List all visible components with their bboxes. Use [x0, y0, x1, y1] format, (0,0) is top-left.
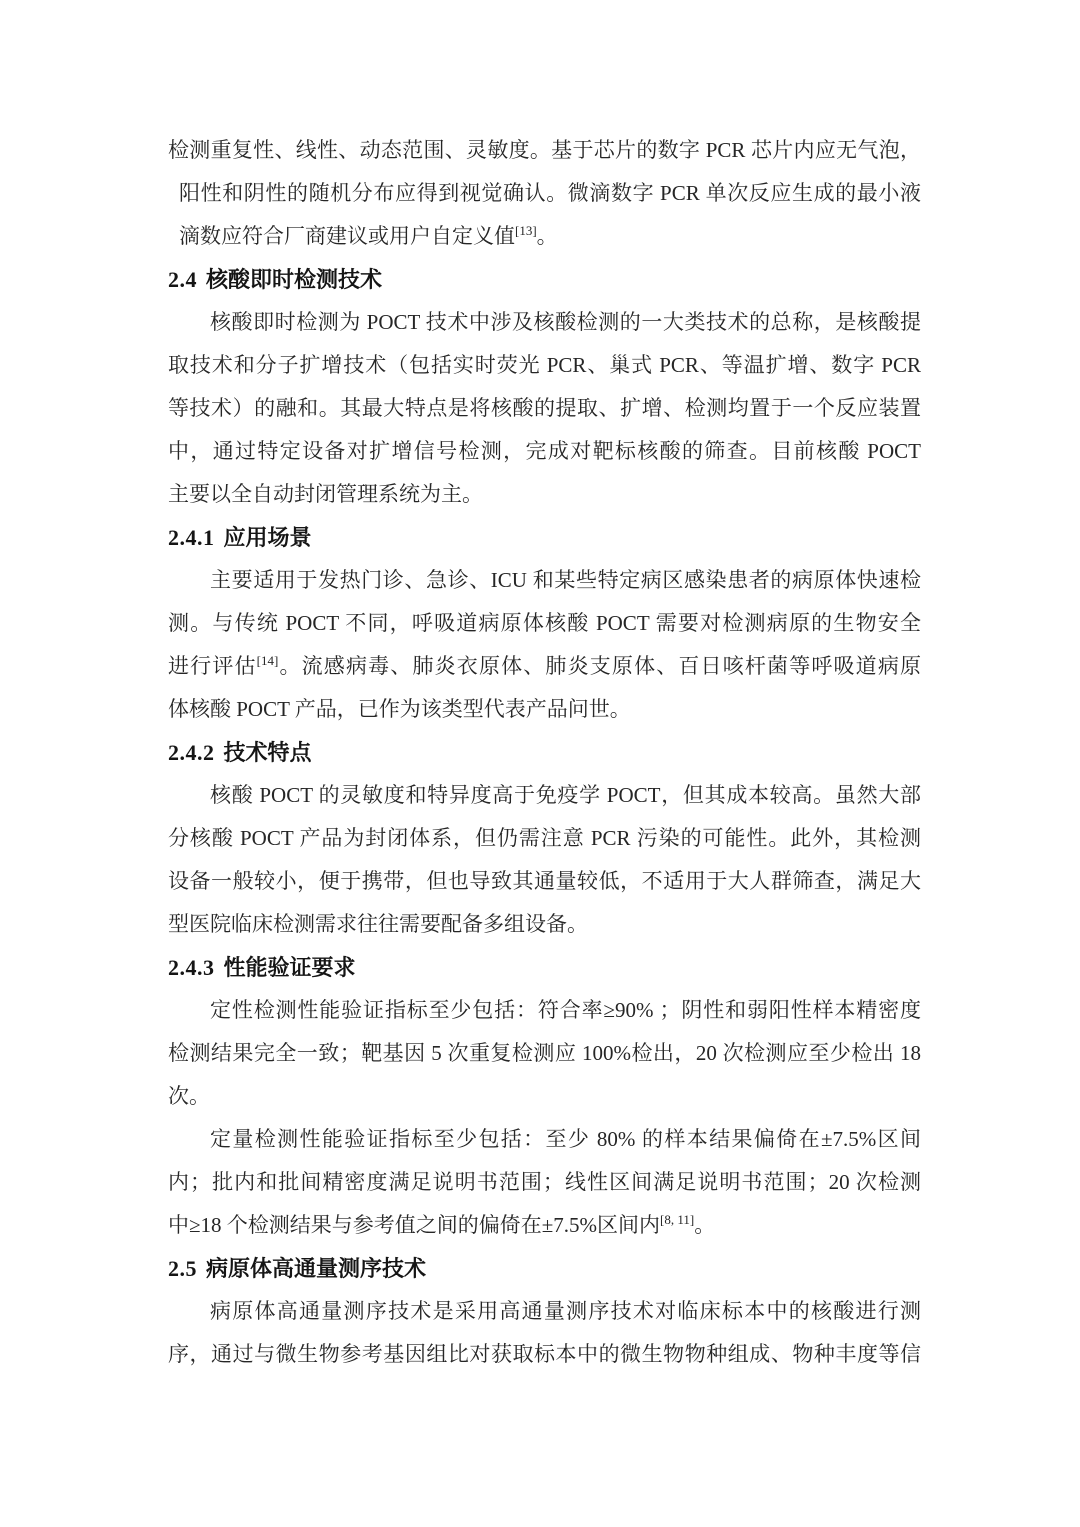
section-title: 核酸即时检测技术: [206, 267, 383, 292]
line-text: 。流感病毒、肺炎衣原体、肺炎支原体、百日咳杆菌等呼吸道病原: [278, 654, 921, 678]
line-text: 中≥18 个检测结果与参考值之间的偏倚在±7.5%区间内: [168, 1213, 661, 1237]
section-title: 应用场景: [223, 525, 312, 550]
section-title: 性能验证要求: [223, 955, 356, 980]
paragraph-line: [168, 1204, 921, 1247]
paragraph-line: 取技术和分子扩增技术（包括实时荧光 PCR、巢式 PCR、等温扩增、数字 PCR: [168, 353, 921, 377]
citation-reference: [8, 11]: [660, 1212, 695, 1227]
paragraph-line: 定量检测性能验证指标至少包括：至少 80% 的样本结果偏倚在±7.5%区间: [210, 1127, 921, 1151]
paragraph-line: 检测结果完全一致；靶基因 5 次重复检测应 100%检出，20 次检测应至少检出 18: [168, 1041, 921, 1065]
paragraph-line: 型医院临床检测需求往往需要配备多组设备。: [168, 912, 588, 936]
citation-reference: [14]: [256, 653, 279, 668]
section-number: 2.4: [168, 267, 197, 292]
section-number: 2.5: [168, 1256, 197, 1281]
line-text: 进行评估: [168, 654, 257, 678]
paragraph-line: [168, 645, 921, 688]
paragraph-line: 主要以全自动封闭管理系统为主。: [168, 482, 483, 506]
paragraph-line: 病原体高通量测序技术是采用高通量测序技术对临床标本中的核酸进行测: [210, 1299, 921, 1323]
paragraph-line: 核酸 POCT 的灵敏度和特异度高于免疫学 POCT，但其成本较高。虽然大部: [210, 783, 921, 807]
line-text: 滴数应符合厂商建议或用户自定义值: [179, 224, 515, 248]
paragraph-line: 体核酸 POCT 产品，已作为该类型代表产品问世。: [168, 697, 631, 721]
paragraph-line: 检测重复性、线性、动态范围、灵敏度。基于芯片的数字 PCR 芯片内应无气泡，: [168, 138, 921, 162]
document-content: [168, 129, 921, 1376]
paragraph-line: 分核酸 POCT 产品为封闭体系，但仍需注意 PCR 污染的可能性。此外，其检测: [168, 826, 921, 850]
paragraph-line: 核酸即时检测为 POCT 技术中涉及核酸检测的一大类技术的总称，是核酸提: [210, 310, 921, 334]
section-heading-2-4-2: [168, 731, 921, 774]
paragraph-line: 设备一般较小，便于携带，但也导致其通量较低，不适用于大人群筛查，满足大: [168, 869, 921, 893]
paragraph-line: 次。: [168, 1084, 210, 1108]
section-title: 技术特点: [223, 740, 312, 765]
paragraph-line: 中，通过特定设备对扩增信号检测，完成对靶标核酸的筛查。目前核酸 POCT: [168, 439, 921, 463]
paragraph-line: [168, 215, 921, 258]
section-heading-2-5: [168, 1247, 921, 1290]
paragraph-line: 阳性和阴性的随机分布应得到视觉确认。微滴数字 PCR 单次反应生成的最小液: [179, 181, 921, 205]
section-title: 病原体高通量测序技术: [206, 1256, 427, 1281]
section-heading-2-4-1: [168, 516, 921, 559]
citation-reference: [13]: [515, 223, 537, 238]
paragraph-line: 主要适用于发热门诊、急诊、ICU 和某些特定病区感染患者的病原体快速检: [210, 568, 921, 592]
paragraph-line: 序，通过与微生物参考基因组比对获取标本中的微生物物种组成、物种丰度等信: [168, 1342, 921, 1366]
section-number: 2.4.1: [168, 525, 215, 550]
paragraph-line: 测。与传统 POCT 不同，呼吸道病原体核酸 POCT 需要对检测病原的生物安全: [168, 611, 921, 635]
section-number: 2.4.2: [168, 740, 215, 765]
paragraph-line: 内；批内和批间精密度满足说明书范围；线性区间满足说明书范围；20 次检测: [168, 1170, 921, 1194]
section-heading-2-4: [168, 258, 921, 301]
paragraph-line: 等技术）的融和。其最大特点是将核酸的提取、扩增、检测均置于一个反应装置: [168, 396, 921, 420]
paragraph-line: 定性检测性能验证指标至少包括：符合率≥90% ；阴性和弱阳性样本精密度: [210, 998, 921, 1022]
line-text: 。: [694, 1213, 716, 1237]
section-number: 2.4.3: [168, 955, 215, 980]
section-heading-2-4-3: [168, 946, 921, 989]
line-text: 。: [536, 224, 558, 248]
